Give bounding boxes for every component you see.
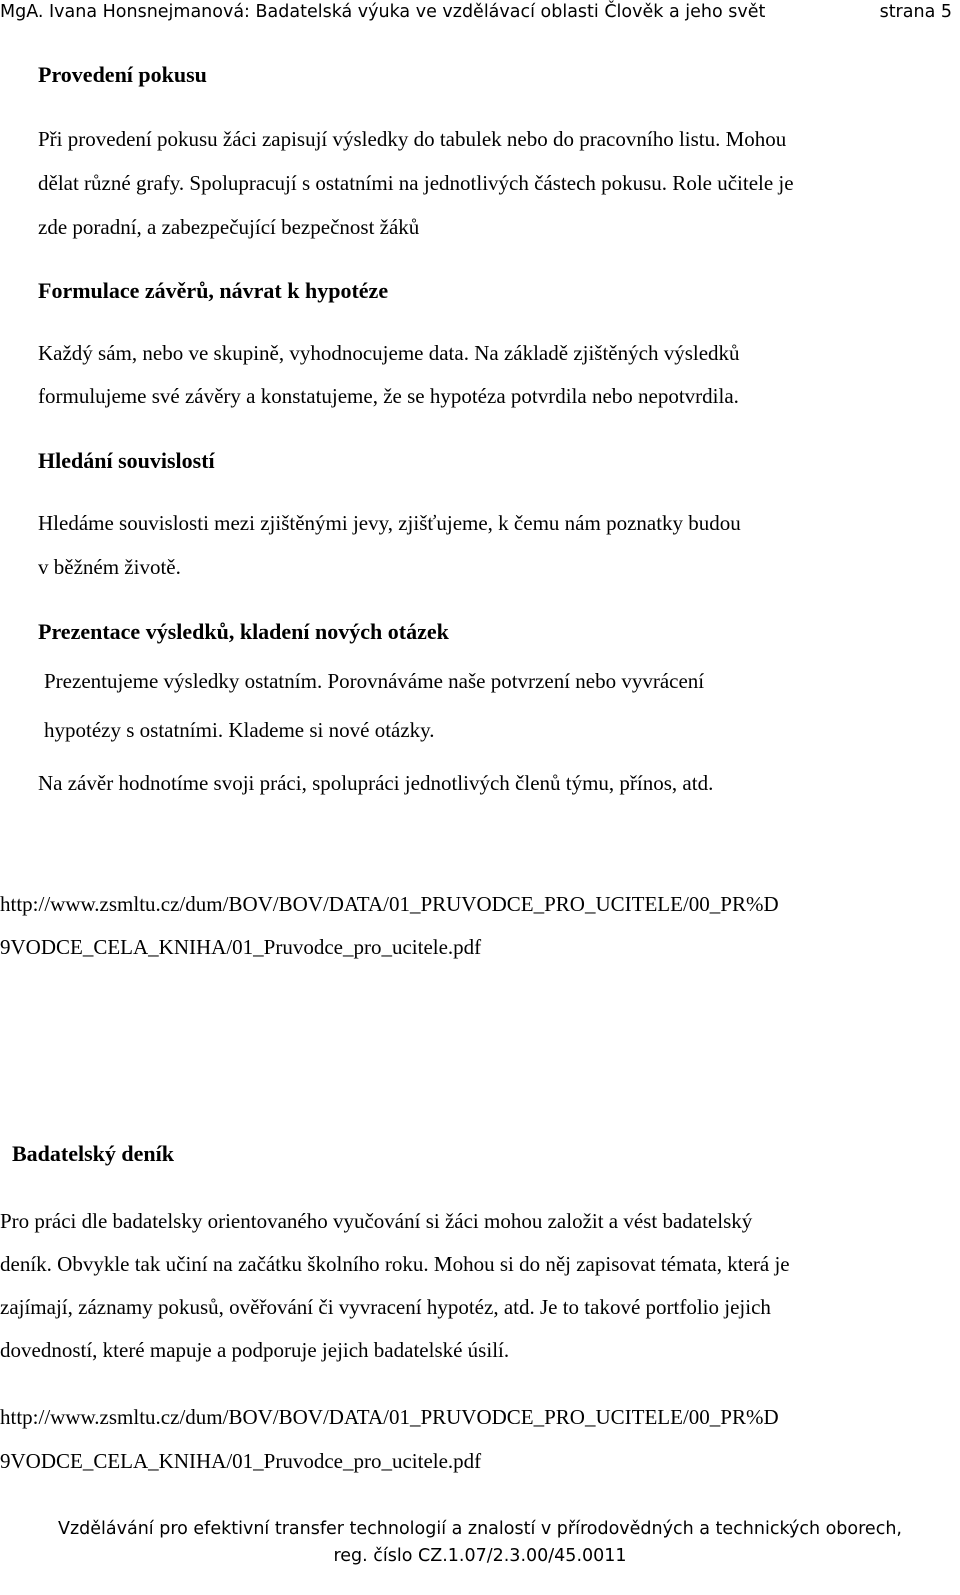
paragraph-line: dovedností, které mapuje a podporuje jejich badatelské úsilí. <box>0 1338 510 1362</box>
paragraph-line: dělat různé grafy. Spolupracují s ostatními na jednotlivých částech pokusu. Role učitele je <box>38 171 794 195</box>
header-title: MgA. Ivana Honsnejmanová: Badatelská výuka ve vzdělávací oblasti Člověk a jeho svět <box>0 2 766 22</box>
footer-line-1: Vzdělávání pro efektivní transfer technologií a znalostí v přírodovědných a technických oborech, <box>58 1519 902 1539</box>
source-link-2-line-2[interactable]: 9VODCE_CELA_KNIHA/01_Pruvodce_pro_ucitele.pdf <box>0 1449 482 1473</box>
source-link-1-line-2[interactable]: 9VODCE_CELA_KNIHA/01_Pruvodce_pro_ucitele.pdf <box>0 935 482 959</box>
page-number: strana 5 <box>879 2 952 22</box>
paragraph-line: Hledáme souvislosti mezi zjištěnými jevy, zjišťujeme, k čemu nám poznatky budou <box>38 511 741 535</box>
heading-prezentace-vysledku: Prezentace výsledků, kladení nových otázek <box>38 619 449 644</box>
paragraph-line: zde poradní, a zabezpečující bezpečnost žáků <box>38 215 420 239</box>
footer-line-2: reg. číslo CZ.1.07/2.3.00/45.0011 <box>333 1546 627 1566</box>
heading-provedeni-pokusu: Provedení pokusu <box>38 62 207 87</box>
paragraph-line: Každý sám, nebo ve skupině, vyhodnocujeme data. Na základě zjištěných výsledků <box>38 341 740 365</box>
paragraph-line: Prezentujeme výsledky ostatním. Porovnáváme naše potvrzení nebo vyvrácení <box>44 669 705 693</box>
heading-formulace-zaveru: Formulace závěrů, návrat k hypotéze <box>38 278 389 303</box>
paragraph-line: Při provedení pokusu žáci zapisují výsledky do tabulek nebo do pracovního listu. Mohou <box>38 127 787 151</box>
source-link-1-line-1[interactable]: http://www.zsmltu.cz/dum/BOV/BOV/DATA/01_PRUVODCE_PRO_UCITELE/00_PR%D <box>0 892 779 916</box>
paragraph-line: Na závěr hodnotíme svoji práci, spolupráci jednotlivých členů týmu, přínos, atd. <box>38 771 714 795</box>
paragraph-line: zajímají, záznamy pokusů, ověřování či vyvracení hypotéz, atd. Je to takové portfolio jejich <box>0 1295 771 1319</box>
heading-badatelsky-denik: Badatelský deník <box>12 1141 174 1166</box>
paragraph-line: hypotézy s ostatními. Klademe si nové otázky. <box>44 718 435 742</box>
paragraph-line: formulujeme své závěry a konstatujeme, že se hypotéza potvrdila nebo nepotvrdila. <box>38 384 739 408</box>
page-header <box>0 2 960 28</box>
paragraph-line: v běžném životě. <box>38 555 181 579</box>
paragraph-line: Pro práci dle badatelsky orientovaného vyučování si žáci mohou založit a vést badatelský <box>0 1209 753 1233</box>
source-link-2-line-1[interactable]: http://www.zsmltu.cz/dum/BOV/BOV/DATA/01_PRUVODCE_PRO_UCITELE/00_PR%D <box>0 1405 779 1429</box>
paragraph-line: deník. Obvykle tak učiní na začátku školního roku. Mohou si do něj zapisovat témata, která je <box>0 1252 790 1276</box>
heading-hledani-souvislosti: Hledání souvislostí <box>38 448 215 473</box>
